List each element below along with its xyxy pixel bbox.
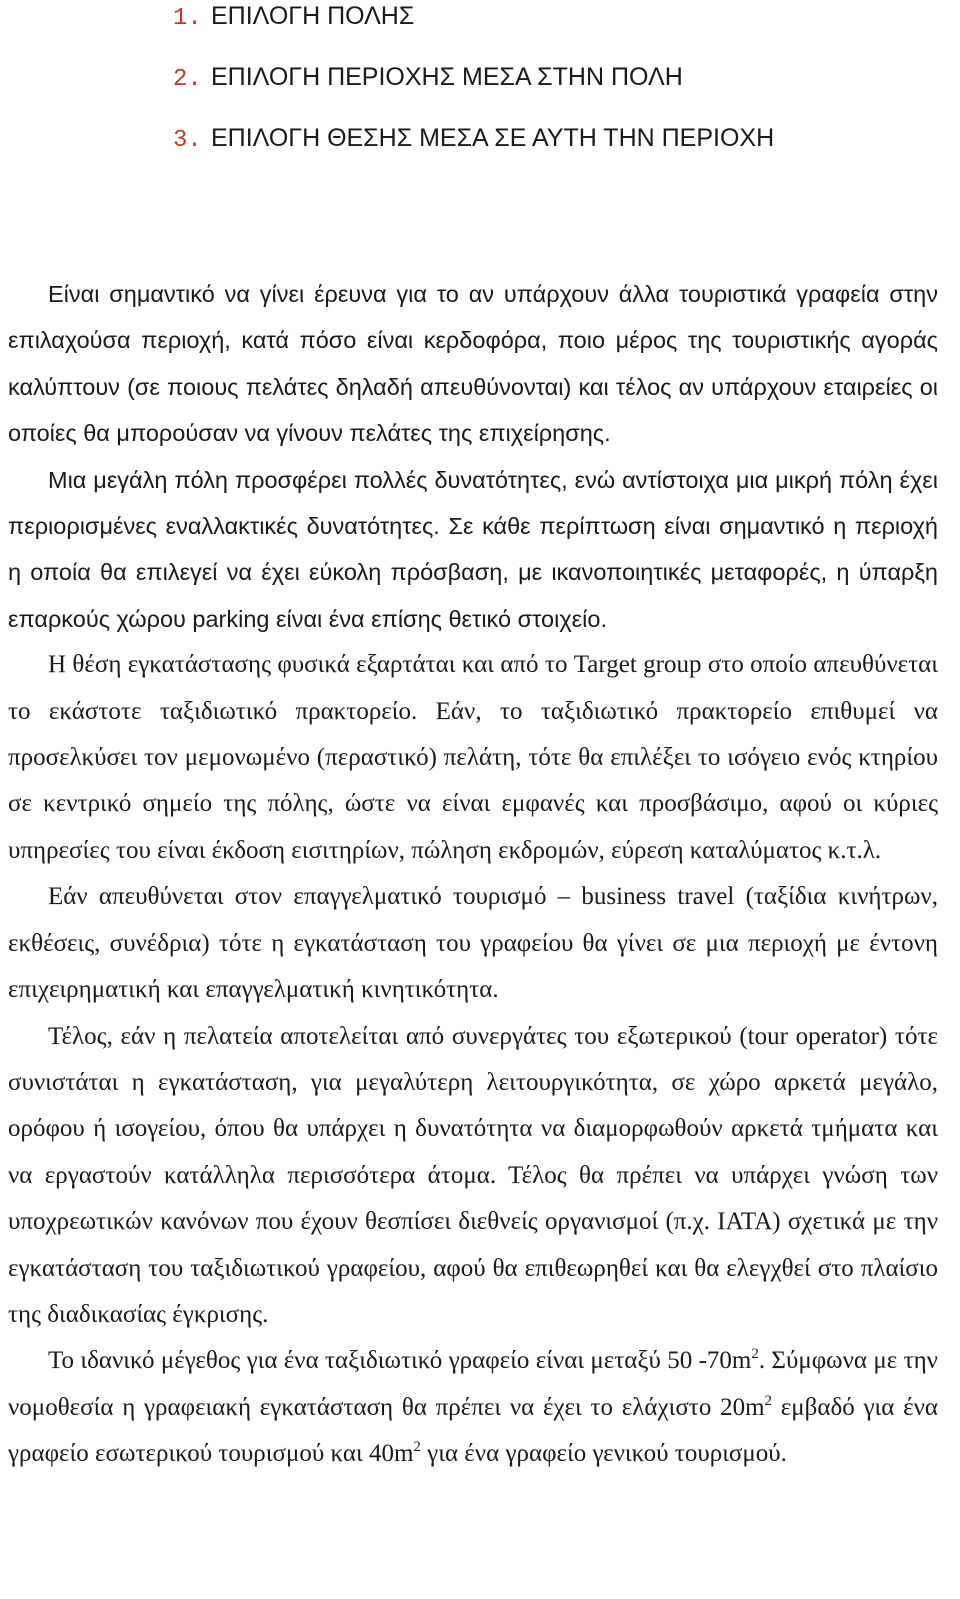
paragraph-office-size [8,1338,938,1477]
body-text [8,271,938,1478]
text-run: εμβαδό για ένα γραφείο εσωτερικού τουρισμού και 40m [8,1393,938,1468]
sentence: Σε κάθε περίπτωση είναι σημαντικό η περιοχή η οποία θα επιλεγεί να έχει εύκολη πρόσβαση, με ικανοποιητικές μεταφορές, η ύπαρξη επαρκούς χώρου parking είναι ένα επίσης θετικό στοιχείο. [8,513,939,632]
list-item-text: ΕΠΙΛΟΓΗ ΠΟΛΗΣ [211,2,415,30]
paragraph-competition: Είναι σημαντικό να γίνει έρευνα για το αν υπάρχουν άλλα τουριστικά γραφεία στην επιλαχούσα περιοχή, κατά πόσο είναι κερδοφόρα, ποιο μέρος της τουριστικής αγοράς καλύπτουν (σε ποιους πελάτες δηλαδή απευθύνονται) και τέλος αν υπάρχουν εταιρείες οι οποίες θα μπορούσαν να γίνουν πελάτες της επιχείρησης. [8,281,938,447]
list-number: 1. [173,5,202,32]
sentence: Εάν, το ταξιδιωτικό πρακτορείο επιθυμεί να προσελκύσει τον μεμονωμένο (περαστικό) πελάτη, τότε θα επιλέξει το ισόγειο ενός κτηρίου σε κεντρικό σημείο της πόλης, ώστε να είναι εμφανές και προσβάσιμο, αφού οι κύριες υπηρεσίες του είναι έκδοση εισιτηρίων, πώληση εκδρομών, εύρεση καταλύματος κ.τ.λ. [8,697,938,864]
sentence: Τέλος θα πρέπει να υπάρχει γνώση των υποχρεωτικών κανόνων που έχουν θεσπίσει διεθνείς οργανισμοί (π.χ. ΙΑΤΑ) σχετικά με την εγκατάσταση του ταξιδιωτικού γραφείου, αφού θα επιθεωρηθεί και θα ελεγχθεί στο πλαίσιο της διαδικασίας έγκρισης. [8,1161,938,1328]
paragraph-target-group [8,642,938,874]
text-run: Το ιδανικό μέγεθος για ένα ταξιδιωτικό γραφείο είναι μεταξύ 50 -70m [48,1347,752,1375]
superscript: 2 [751,1346,759,1363]
superscript: 2 [764,1392,773,1409]
list-item-text: ΕΠΙΛΟΓΗ ΘΕΣΗΣ ΜΕΣΑ ΣΕ ΑΥΤΗ ΤΗΝ ΠΕΡΙΟΧΗ [211,124,775,152]
list-item [173,0,414,41]
paragraph-tour-operator [8,1014,938,1339]
list-number: 2. [173,66,202,93]
sentence: Τέλος, εάν η πελατεία αποτελείται από συνεργάτες του εξωτερικού (tour operator) τότε συνιστάται η εγκατάσταση, για μεγαλύτερη λειτουργικότητα, σε χώρο αρκετά μεγάλο, ορόφου ή ισογείου, όπου θα υπάρχει η δυνατότητα να διαμορφωθούν αρκετά τμήματα και να εργαστούν κατάλληλα περισσότερα άτομα. [8,1022,938,1189]
paragraph-city-size [8,457,938,643]
text-run: . Σύμφωνα με την νομοθεσία η γραφειακή εγκατάσταση θα πρέπει να έχει το ελάχιστο 20m [8,1347,938,1421]
text-run: για ένα γραφείο γενικού τουρισμού. [420,1440,787,1468]
list-item-text: ΕΠΙΛΟΓΗ ΠΕΡΙΟΧΗΣ ΜΕΣΑ ΣΤΗΝ ΠΟΛΗ [211,63,683,91]
sentence: Μια μεγάλη πόλη προσφέρει πολλές δυνατότητες, ενώ αντίστοιχα μια μικρή πόλη έχει περιορισμένες εναλλακτικές δυνατότητες. [8,466,938,540]
list-item [173,55,683,102]
paragraph-business-travel: Εάν απευθύνεται στον επαγγελματικό τουρισμό – business travel (ταξίδια κινήτρων, εκθέσεις, συνέδρια) τότε η εγκατάσταση του γραφείου θα γίνει σε μια περιοχή με έντονη επιχειρηματική και επαγγελματική κινητικότητα. [8,883,938,1004]
list-item [173,116,774,163]
list-number: 3. [173,127,202,154]
sentence: Η θέση εγκατάστασης φυσικά εξαρτάται και από το Target group στο οποίο απευθύνεται το εκάστοτε ταξιδιωτικό πρακτορείο. [8,651,938,725]
superscript: 2 [413,1439,421,1456]
